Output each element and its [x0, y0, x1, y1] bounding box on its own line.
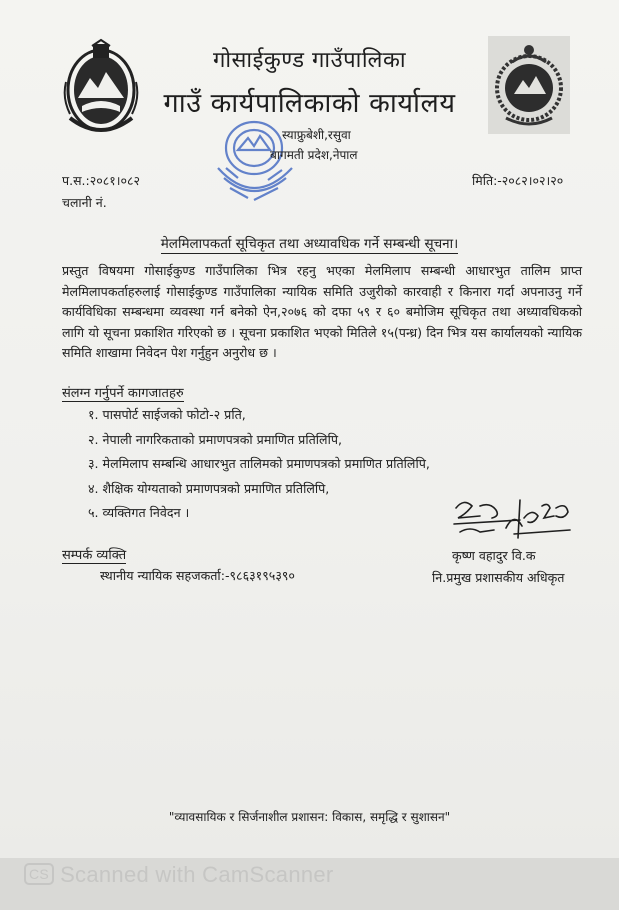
notice-body	[62, 261, 582, 364]
list-item: २. नेपाली नागरिकताको प्रमाणपत्रको प्रमाणित प्रतिलिपि,	[88, 431, 343, 447]
list-item: ५. व्यक्तिगत निवेदन ।	[88, 505, 190, 520]
address-line-1: स्याफ्रुबेशी,रसुवा	[282, 128, 351, 142]
date: मिति:-२०८२।०२।२०	[472, 173, 564, 188]
contact-heading	[62, 545, 126, 563]
contact-heading-text: सम्पर्क व्यक्ति	[62, 548, 127, 563]
reference-number: प.स.:२०८१।०८२	[62, 173, 140, 188]
office-name: गाउँ कार्यपालिकाको कार्यालय	[163, 88, 456, 119]
signatory-title: नि.प्रमुख प्रशासकीय अधिकृत	[432, 570, 565, 585]
municipality-name: गोसाईकुण्ड गाउँपालिका	[212, 48, 407, 73]
list-item: ३. मेलमिलाप सम्बन्धि आधारभुत तालिमको प्रमाणपत्रको प्रमाणित प्रतिलिपि,	[88, 456, 430, 471]
notice-subject-text: मेलमिलापकर्ता सूचिकृत तथा अध्यावधिक गर्ने सम्बन्धी सूचना।	[160, 236, 459, 252]
footer-slogan: "व्यावसायिक र सिर्जनाशील प्रशासन: विकास, समृद्धि र सुशासन"	[168, 810, 451, 824]
notice-body-text: प्रस्तुत विषयमा गोसाईकुण्ड गाउँपालिका भित्र रहनु भएका मेलमिलाप सम्बन्धी आधारभुत तालिम प्राप्त मेलमिलापकर्ताहरुलाई गोसाईकुण्ड गाउँपालिका न्यायिक समिति उजुरीको कारवाही र किनारा गर्दा अपनाउनु गर्ने कार्यविधिका सम्बन्धमा व्यवस्था गर्न बनेको ऐन,२०७६ को दफा ५९ र ६० बमोजिम सूचिकृत तथा अध्यावधिकको लागि यो सूचना प्रकाशित गरिएको छ । सूचना प्रकाशित भएको मितिले १५(पन्ध्र) दिन भित्र यस कार्यालयको न्यायिक समिति शाखामा निवेदन पेश गर्नुहुन अनुरोध छ ।	[62, 263, 582, 360]
camscanner-icon: CS	[24, 863, 54, 885]
scanner-text: Scanned with CamScanner	[60, 862, 334, 887]
list-item: १. पासपोर्ट साईजको फोटो-२ प्रति,	[88, 407, 246, 422]
signatory-name: कृष्ण वहादुर वि.क	[452, 548, 536, 563]
notice-subject	[0, 234, 619, 252]
contact-phone: स्थानीय न्यायिक सहजकर्ता:-९८६३१९५३९०	[100, 568, 295, 583]
dispatch-number: चलानी नं.	[62, 195, 107, 210]
address-line-2: बागमती प्रदेश,नेपाल	[270, 148, 358, 162]
scanner-watermark	[24, 862, 334, 888]
attachments-list	[88, 403, 430, 526]
attachments-heading-text: संलग्न गर्नुपर्ने कागजातहरु	[62, 386, 184, 401]
list-item: ४. शैक्षिक योग्यताको प्रमाणपत्रको प्रमाणित प्रतिलिपि,	[88, 480, 330, 496]
handwritten-signature	[450, 492, 578, 542]
attachments-heading	[62, 383, 184, 401]
